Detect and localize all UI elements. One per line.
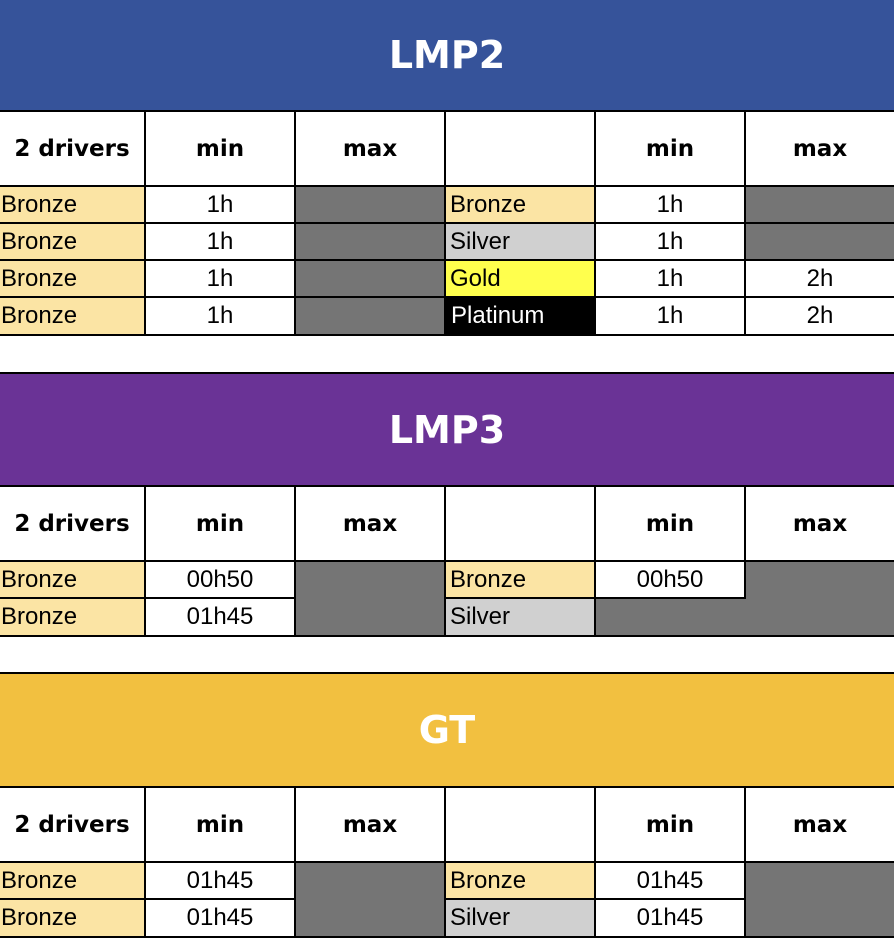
gt-row1-right-min: 01h45 <box>596 863 746 900</box>
lmp3-header-drivers: 2 drivers <box>0 487 146 562</box>
lmp3-row1-right-category: Bronze <box>446 562 596 599</box>
lmp3-title: LMP3 <box>0 374 894 485</box>
lmp2-row1-right-category: Bronze <box>446 187 596 224</box>
lmp2-row4-right-max: 2h <box>746 298 894 336</box>
gt-header-category-right <box>446 788 596 863</box>
lmp2-header-max-left: max <box>296 112 446 187</box>
lmp3-row2-right-category: Silver <box>446 599 596 637</box>
lmp2-row4-left-max <box>296 298 446 336</box>
gt-row2-right-min: 01h45 <box>596 900 746 938</box>
lmp2-row3-right-min: 1h <box>596 261 746 298</box>
lmp2-header-category-right <box>446 112 596 187</box>
lmp2-header-drivers: 2 drivers <box>0 112 146 187</box>
gt-right-max-merged <box>746 863 894 938</box>
lmp2-row4-left-category: Bronze <box>0 298 146 336</box>
lmp3-header-min-left: min <box>146 487 296 562</box>
gt-header-max-left: max <box>296 788 446 863</box>
lmp2-row1-left-max <box>296 187 446 224</box>
lmp2-row1-right-min: 1h <box>596 187 746 224</box>
lmp2-row4-right-category: Platinum <box>446 298 596 336</box>
gt-header-min-right: min <box>596 788 746 863</box>
lmp2-row2-right-max <box>746 224 894 261</box>
lmp3-row1-left-min: 00h50 <box>146 562 296 599</box>
lmp2-header-min-left: min <box>146 112 296 187</box>
gt-row1-left-min: 01h45 <box>146 863 296 900</box>
lmp2-row3-right-category: Gold <box>446 261 596 298</box>
lmp2-row4-right-min: 1h <box>596 298 746 336</box>
gt-title: GT <box>0 674 894 786</box>
gt-header-max-right: max <box>746 788 894 863</box>
lmp3-row1-right-min: 00h50 <box>596 562 746 599</box>
lmp2-row2-right-min: 1h <box>596 224 746 261</box>
lmp2-row3-left-category: Bronze <box>0 261 146 298</box>
lmp3-row1-left-category: Bronze <box>0 562 146 599</box>
gt-row2-left-category: Bronze <box>0 900 146 938</box>
lmp2-row1-left-category: Bronze <box>0 187 146 224</box>
lmp2-row3-left-max <box>296 261 446 298</box>
lmp2-row1-right-max <box>746 187 894 224</box>
lmp3-header-max-right: max <box>746 487 894 562</box>
lmp2-row2-left-category: Bronze <box>0 224 146 261</box>
lmp3-row1-right-max <box>746 562 894 599</box>
lmp2-row2-right-category: Silver <box>446 224 596 261</box>
lmp3-row2-right-min-max-merged <box>596 599 894 637</box>
lmp2-header-min-right: min <box>596 112 746 187</box>
lmp2-header-max-right: max <box>746 112 894 187</box>
lmp3-header-min-right: min <box>596 487 746 562</box>
lmp3-header-category-right <box>446 487 596 562</box>
lmp3-header-max-left: max <box>296 487 446 562</box>
gt-left-max-merged <box>296 863 446 938</box>
lmp2-row2-left-min: 1h <box>146 224 296 261</box>
lmp2-row3-left-min: 1h <box>146 261 296 298</box>
gt-header-drivers: 2 drivers <box>0 788 146 863</box>
lmp2-row3-right-max: 2h <box>746 261 894 298</box>
lmp3-left-max-merged <box>296 562 446 637</box>
gt-row1-right-category: Bronze <box>446 863 596 900</box>
gt-row1-left-category: Bronze <box>0 863 146 900</box>
lmp2-row4-left-min: 1h <box>146 298 296 336</box>
gt-row2-right-category: Silver <box>446 900 596 938</box>
lmp2-title: LMP2 <box>0 0 894 110</box>
lmp2-row2-left-max <box>296 224 446 261</box>
lmp2-row1-left-min: 1h <box>146 187 296 224</box>
gt-row2-left-min: 01h45 <box>146 900 296 938</box>
gt-header-min-left: min <box>146 788 296 863</box>
lmp3-row2-left-category: Bronze <box>0 599 146 637</box>
lmp3-row2-left-min: 01h45 <box>146 599 296 637</box>
